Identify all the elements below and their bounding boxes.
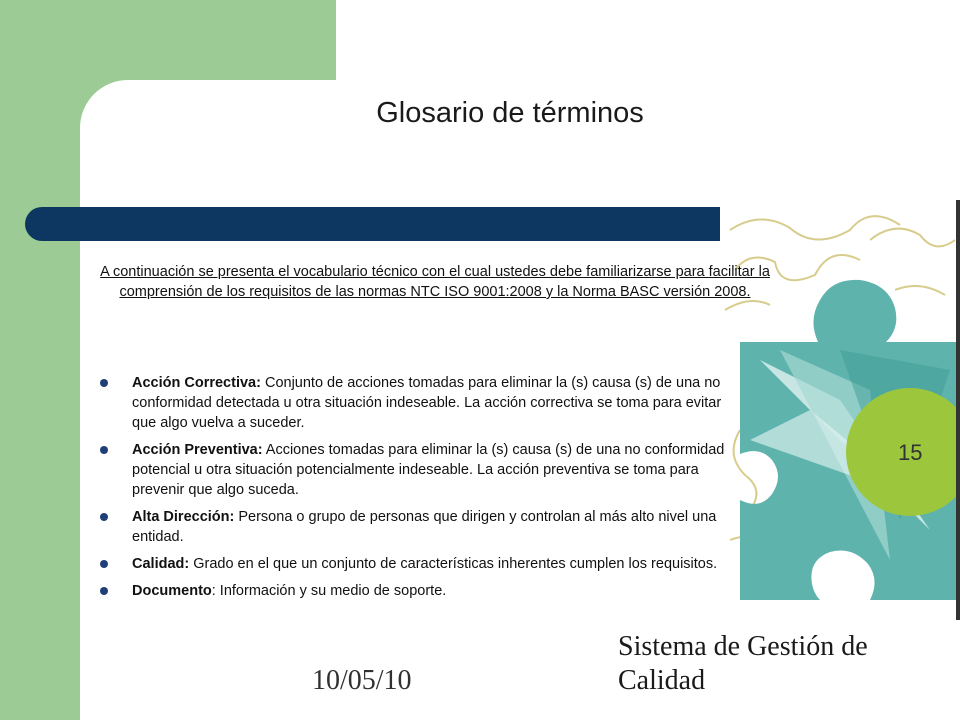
- bullet-icon: [100, 560, 108, 568]
- term-definition: Grado en el que un conjunto de características inherentes cumplen los requisitos.: [189, 556, 718, 572]
- term-definition: Persona o grupo de personas que dirigen y controlan al más alto nivel una entidad.: [132, 509, 717, 545]
- bullet-icon: [100, 379, 108, 387]
- term-name: Acción Correctiva:: [132, 375, 261, 391]
- page-number: 15: [898, 440, 923, 465]
- list-item: [96, 440, 736, 500]
- list-item: [96, 581, 736, 601]
- slide-title: Glosario de términos: [376, 97, 644, 129]
- bullet-icon: [100, 587, 108, 595]
- term-definition: : Información y su medio de soporte.: [211, 583, 447, 599]
- intro-paragraph: A continuación se presenta el vocabulario técnico con el cual ustedes debe familiarizarse para facilitar la comprensión de los requisitos de las normas NTC ISO 9001:2008 y la Norma BASC versión 2008.: [100, 264, 770, 300]
- term-name: Alta Dirección:: [132, 509, 235, 525]
- bullet-icon: [100, 446, 108, 454]
- footer-date: 10/05/10: [312, 665, 412, 696]
- footer-title: Sistema de Gestión de Calidad: [618, 631, 868, 696]
- list-item: [96, 373, 736, 433]
- term-definition: Conjunto de acciones tomadas para eliminar la (s) causa (s) de una no conformidad detectada u otra situación indeseable. La acción correctiva se toma para evitar que algo vuelva a suceder.: [132, 375, 722, 431]
- term-name: Acción Preventiva:: [132, 442, 263, 458]
- term-definition: Acciones tomadas para eliminar la (s) causa (s) de una no conformidad potencial u otra situación potencialmente indeseable. La acción preventiva se toma para prevenir que algo suceda.: [132, 442, 725, 498]
- list-item: [96, 507, 736, 547]
- title-divider-bar: [25, 207, 765, 241]
- bullet-icon: [100, 513, 108, 521]
- list-item: [96, 554, 736, 574]
- term-name: Documento: [132, 583, 212, 599]
- glossary-list: [96, 373, 736, 608]
- term-name: Calidad:: [132, 556, 190, 572]
